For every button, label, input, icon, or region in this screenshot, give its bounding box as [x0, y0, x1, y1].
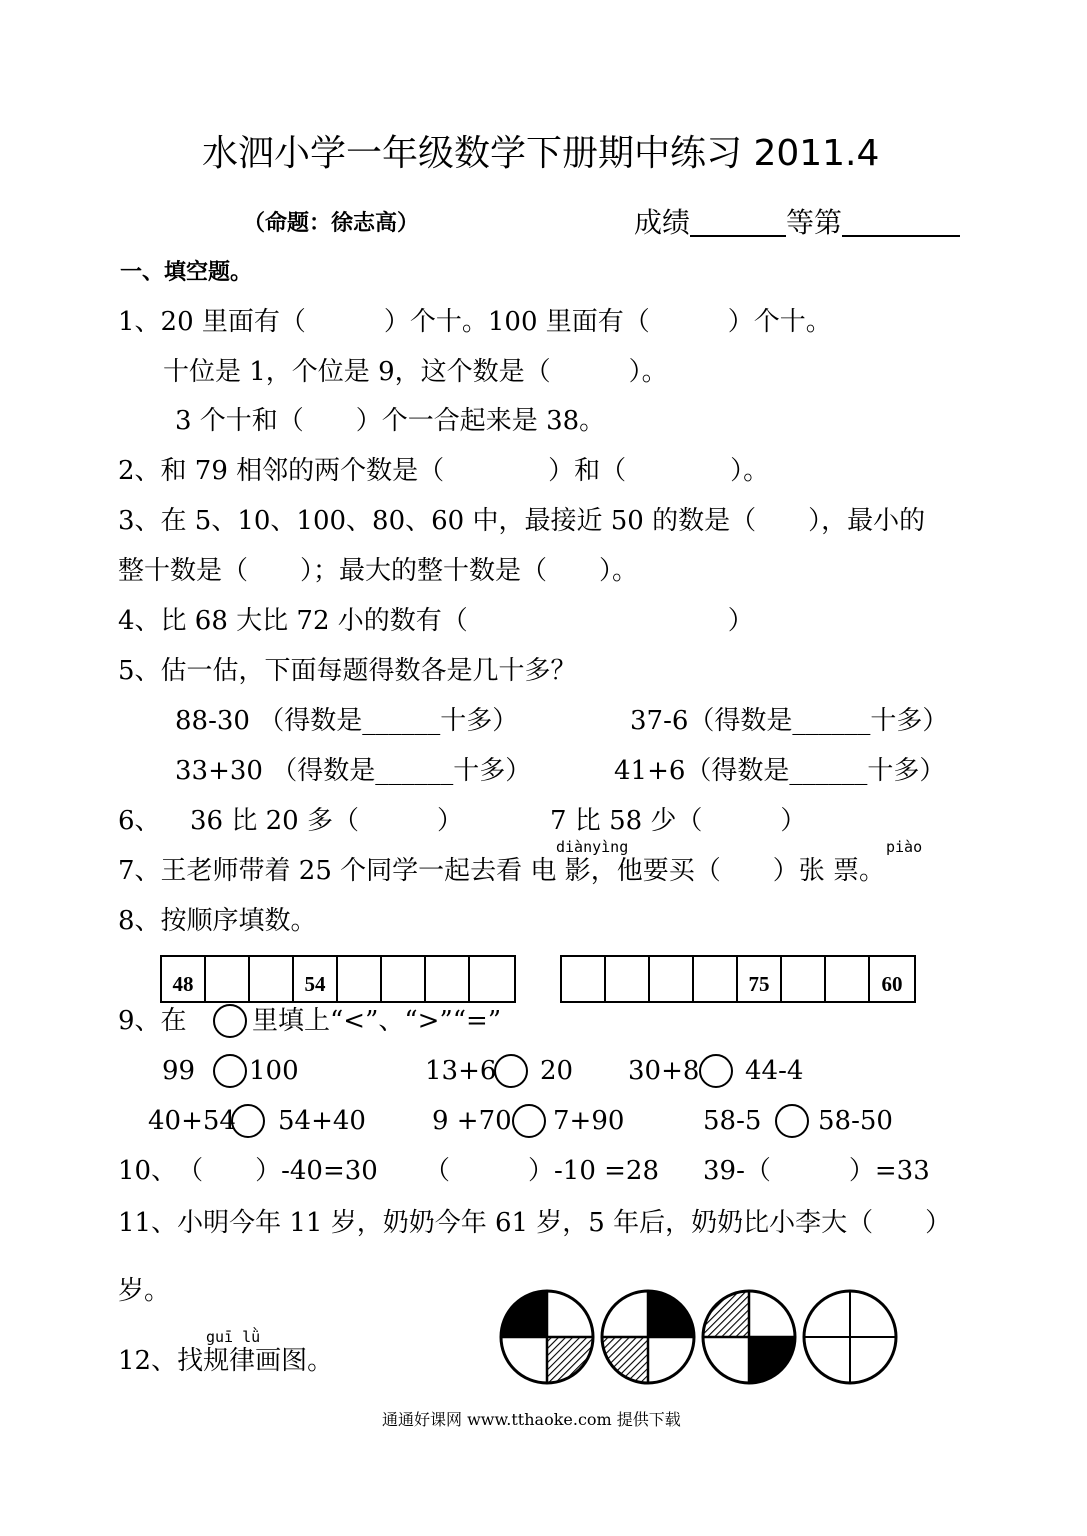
q5-line1: 5、估一估，下面每题得数各是几十多？ — [118, 656, 577, 686]
q11-line1: 11、小明今年 11 岁，奶奶今年 61 岁，5 年后，奶奶比小李大（ ） — [118, 1208, 952, 1238]
pattern-circle-1 — [501, 1291, 593, 1383]
q9-r2-right: 7+90 — [553, 1106, 625, 1136]
seq1-cell[interactable]: 48 — [162, 957, 206, 1001]
compare-circle[interactable] — [512, 1104, 546, 1138]
seq1-cell[interactable] — [206, 957, 250, 1001]
q9-r1-right: 20 — [540, 1056, 574, 1086]
q9-r1-right: 44-4 — [745, 1056, 804, 1086]
q7-line — [118, 858, 885, 884]
q9-r1-right: 100 — [249, 1056, 299, 1086]
score-area — [634, 207, 960, 237]
q11-line2: 岁。 — [118, 1276, 171, 1306]
q10-item-c: 39-（ ）=33 — [703, 1156, 930, 1186]
q9-r1-left: 30+8 — [628, 1056, 700, 1086]
q4-line: 4、比 68 大比 72 小的数有（ ） — [118, 606, 754, 636]
pinyin-movie: diànyìng — [556, 838, 629, 856]
q9-r1-left: 13+6 — [425, 1056, 497, 1086]
sequence-box-1 — [160, 955, 516, 1003]
compare-circle[interactable] — [699, 1054, 733, 1088]
q6-item-a: 36 比 20 多（ ） — [190, 806, 463, 836]
q8-line: 8、按顺序填数。 — [118, 906, 317, 936]
section-heading: 一、填空题。 — [120, 260, 253, 285]
q12-law-word: 规律 — [203, 1346, 256, 1376]
q1-line3: 3 个十和（ ）个一合起来是 38。 — [175, 406, 606, 436]
q10-item-a: 10、 （ ）-40=30 — [118, 1156, 378, 1186]
seq2-cell[interactable] — [782, 957, 826, 1001]
q5-item-a: 88-30 （得数是______十多） — [175, 706, 519, 736]
pattern-circle-4-blank[interactable] — [804, 1291, 896, 1383]
q3-line1: 3、在 5、10、100、80、60 中，最接近 50 的数是（ ），最小的 — [118, 506, 926, 536]
seq2-cell[interactable]: 75 — [738, 957, 782, 1001]
pinyin-ticket: piào — [886, 838, 923, 856]
compare-circle[interactable] — [775, 1104, 809, 1138]
q7-movie-word: 电 影 — [530, 856, 591, 886]
seq1-cell[interactable] — [338, 957, 382, 1001]
compare-circle[interactable] — [494, 1054, 528, 1088]
pattern-circle-2 — [602, 1291, 694, 1383]
q5-item-b: 37-6（得数是______十多） — [630, 706, 949, 736]
pinyin-law: guī lǜ — [206, 1328, 261, 1346]
q2-line: 2、和 79 相邻的两个数是（ ）和（ ）。 — [118, 456, 770, 486]
seq2-cell[interactable] — [826, 957, 870, 1001]
q7-text-b: ，他要买（ ）张 — [590, 856, 825, 886]
q3-line2: 整十数是（ ）；最大的整十数是（ ）。 — [118, 556, 639, 586]
seq2-cell[interactable] — [606, 957, 650, 1001]
pattern-circles — [496, 1286, 908, 1392]
author-line: （命题：徐志高） — [243, 211, 420, 236]
q12-text-a: 12、找 — [118, 1346, 204, 1376]
rank-label: 等第 — [786, 206, 843, 239]
q12-text-b: 画图。 — [255, 1346, 334, 1376]
seq2-cell[interactable] — [694, 957, 738, 1001]
seq1-cell[interactable] — [250, 957, 294, 1001]
q6-item-b: 7 比 58 少（ ） — [550, 806, 807, 836]
seq1-cell[interactable] — [426, 957, 470, 1001]
q5-item-d: 41+6（得数是______十多） — [614, 756, 946, 786]
q9-r2-left: 40+54 — [148, 1106, 236, 1136]
q5-item-c: 33+30 （得数是______十多） — [175, 756, 532, 786]
q10-item-b: （ ）-10 =28 — [424, 1156, 660, 1186]
q7-ticket-word: 票 — [832, 856, 859, 886]
q1-line2: 十位是 1，个位是 9，这个数是（ ）。 — [163, 357, 668, 387]
q9-r2-left: 58-5 — [703, 1106, 762, 1136]
footer-credit: 通通好课网 www.tthaoke.com 提供下载 — [382, 1410, 681, 1429]
page-title: 水泗小学一年级数学下册期中练习 2011.4 — [202, 133, 880, 174]
seq2-cell[interactable] — [650, 957, 694, 1001]
score-label: 成绩 — [634, 206, 691, 239]
compare-circle-icon — [213, 1004, 247, 1038]
q9-r2-right: 54+40 — [278, 1106, 366, 1136]
q9-r1-left: 99 — [162, 1056, 196, 1086]
q7-end: 。 — [858, 856, 885, 886]
sequence-box-2 — [560, 955, 916, 1003]
score-blank[interactable] — [690, 207, 786, 237]
q7-text-a: 7、王老师带着 25 个同学一起去看 — [118, 856, 523, 886]
seq1-cell[interactable]: 54 — [294, 957, 338, 1001]
seq2-cell[interactable] — [562, 957, 606, 1001]
rank-blank[interactable] — [842, 207, 960, 237]
seq2-cell[interactable]: 60 — [881, 972, 903, 996]
q9-r2-left: 9 +70 — [432, 1106, 512, 1136]
q12-line — [118, 1348, 333, 1374]
q9-text: 9、在 — [118, 1006, 187, 1036]
pattern-circle-3 — [703, 1291, 795, 1383]
seq1-cell[interactable] — [382, 957, 426, 1001]
compare-circle[interactable] — [231, 1104, 265, 1138]
q1-line1: 1、20 里面有（ ）个十。100 里面有（ ）个十。 — [118, 307, 832, 337]
q9-text-b: 里填上“<”、“>”“=” — [252, 1006, 502, 1036]
q9-r2-right: 58-50 — [818, 1106, 893, 1136]
seq1-cell[interactable] — [470, 957, 514, 1001]
compare-circle[interactable] — [213, 1054, 247, 1088]
q6-label: 6、 — [118, 806, 161, 836]
